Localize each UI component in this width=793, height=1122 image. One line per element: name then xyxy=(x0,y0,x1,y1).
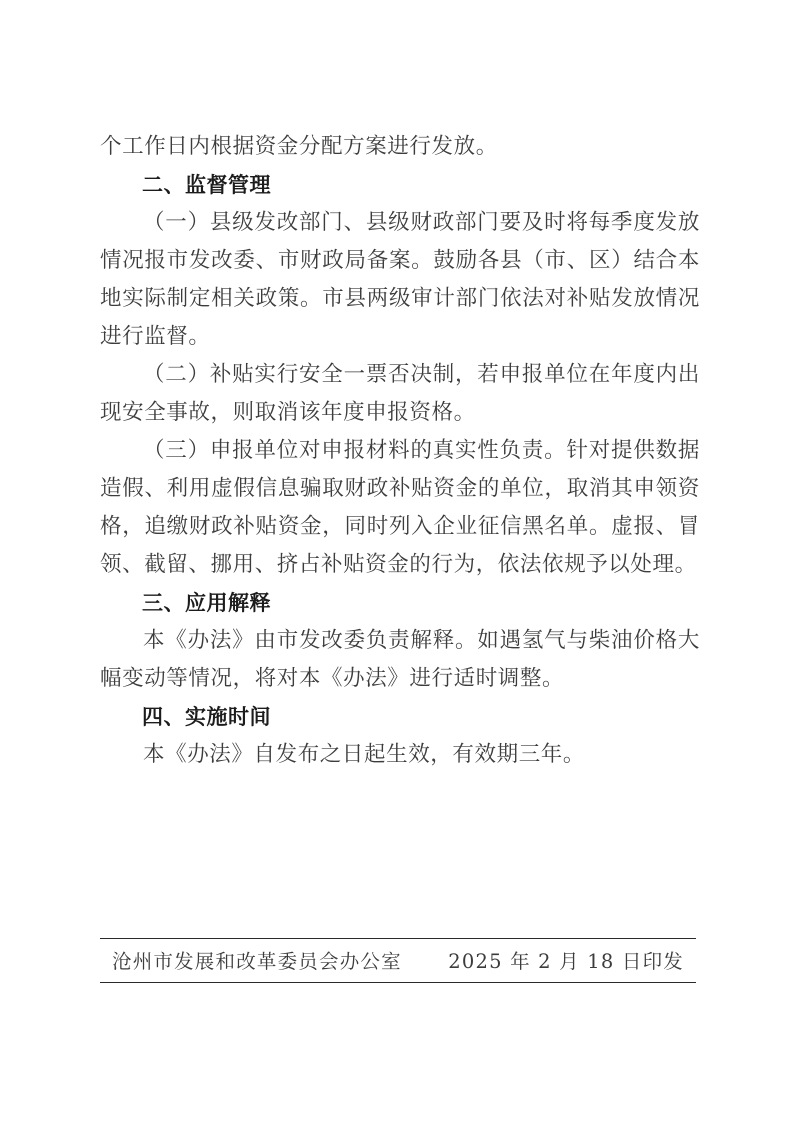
document-footer xyxy=(100,938,696,983)
section-heading-2: 二、监督管理 xyxy=(142,173,271,197)
section-4-paragraph-1: 本《办法》自发布之日起生效，有效期三年。 xyxy=(143,742,586,767)
section-3-paragraph-1: 本《办法》由市发改委负责解释。如遇氢气与柴油价格大幅变动等情况，将对本《办法》进行适时调整。 xyxy=(100,628,700,691)
footer-row xyxy=(100,939,696,982)
continuation-paragraph: 个工作日内根据资金分配方案进行发放。 xyxy=(100,134,498,159)
section-2-paragraph-1: （一）县级发改部门、县级财政部门要及时将每季度发放情况报市发改委、市财政局备案。鼓励各县（市、区）结合本地实际制定相关政策。市县两级审计部门依法对补贴发放情况进行监督。 xyxy=(100,210,700,349)
footer-print-date: 2025 年 2 月 18 日印发 xyxy=(448,950,684,973)
document-body xyxy=(100,128,700,774)
footer-rule-bottom xyxy=(100,982,696,983)
footer-issuer: 沧州市发展和改革委员会办公室 xyxy=(112,950,402,973)
section-heading-4: 四、实施时间 xyxy=(142,705,271,729)
section-2-paragraph-3: （三）申报单位对申报材料的真实性负责。针对提供数据造假、利用虚假信息骗取财政补贴资金的单位，取消其申领资格，追缴财政补贴资金，同时列入企业征信黑名单。虚报、冒领、截留、挪用、挤占补贴资金的行为，依法依规予以处理。 xyxy=(100,438,700,577)
section-2-paragraph-2: （二）补贴实行安全一票否决制，若申报单位在年度内出现安全事故，则取消该年度申报资格。 xyxy=(100,362,700,425)
section-heading-3: 三、应用解释 xyxy=(142,591,271,615)
